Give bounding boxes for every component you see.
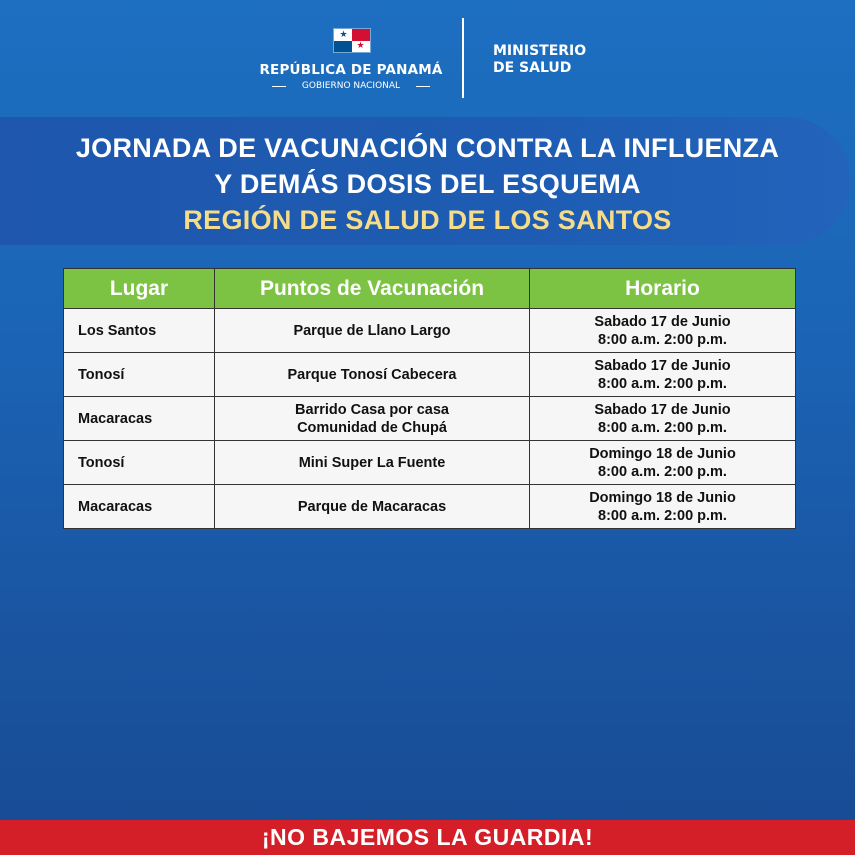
column-header-horario: Horario <box>530 269 796 309</box>
cell-horario: Domingo 18 de Junio 8:00 a.m. 2:00 p.m. <box>530 485 796 529</box>
table-header-row <box>64 269 796 309</box>
cell-punto: Barrido Casa por casa Comunidad de Chupá <box>215 397 530 441</box>
footer-banner <box>0 820 855 855</box>
column-header-puntos: Puntos de Vacunación <box>215 269 530 309</box>
table-row <box>64 397 796 441</box>
column-header-lugar: Lugar <box>64 269 215 309</box>
cell-lugar: Macaracas <box>64 485 215 529</box>
cell-punto: Parque de Macaracas <box>215 485 530 529</box>
title-banner <box>0 117 850 245</box>
banner-region: REGIÓN DE SALUD DE LOS SANTOS <box>183 205 672 235</box>
cell-lugar: Los Santos <box>64 309 215 353</box>
country-name: REPÚBLICA DE PANAMÁ <box>259 62 443 78</box>
cell-punto: Parque de Llano Largo <box>215 309 530 353</box>
cell-horario: Sabado 17 de Junio 8:00 a.m. 2:00 p.m. <box>530 309 796 353</box>
cell-lugar: Macaracas <box>64 397 215 441</box>
table-row <box>64 485 796 529</box>
cell-punto: Parque Tonosí Cabecera <box>215 353 530 397</box>
header-divider <box>462 18 464 98</box>
government-label: GOBIERNO NACIONAL <box>262 79 440 93</box>
panama-flag-icon: ★ ★ <box>333 28 371 53</box>
cell-lugar: Tonosí <box>64 441 215 485</box>
table-row <box>64 309 796 353</box>
cell-horario: Domingo 18 de Junio 8:00 a.m. 2:00 p.m. <box>530 441 796 485</box>
cell-horario: Sabado 17 de Junio 8:00 a.m. 2:00 p.m. <box>530 397 796 441</box>
banner-title-line1: JORNADA DE VACUNACIÓN CONTRA LA INFLUENZA <box>75 133 780 163</box>
table-row <box>64 353 796 397</box>
cell-horario: Sabado 17 de Junio 8:00 a.m. 2:00 p.m. <box>530 353 796 397</box>
table-row <box>64 441 796 485</box>
footer-slogan: ¡NO BAJEMOS LA GUARDIA! <box>261 824 594 850</box>
vaccination-schedule-table <box>63 268 796 529</box>
banner-title-line2: Y DEMÁS DOSIS DEL ESQUEMA <box>214 169 641 199</box>
header <box>0 18 855 98</box>
ministry-name: MINISTERIO DE SALUD <box>493 43 587 76</box>
cell-lugar: Tonosí <box>64 353 215 397</box>
cell-punto: Mini Super La Fuente <box>215 441 530 485</box>
